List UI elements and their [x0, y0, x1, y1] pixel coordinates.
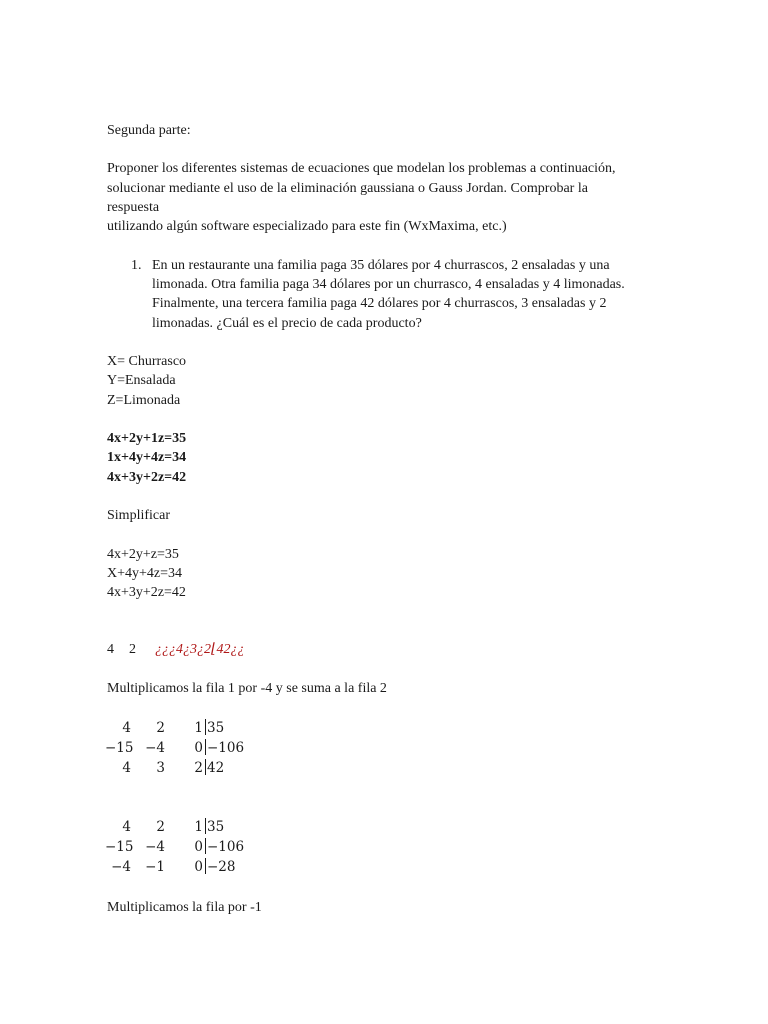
section-heading: Segunda parte: — [107, 123, 191, 138]
variable-z: Z=Limonada — [107, 393, 181, 408]
simplified-equation-2: X+4y+4z=34 — [107, 566, 183, 581]
matrix-augment-cell — [203, 758, 224, 778]
matrix-cell: 2 — [156, 720, 165, 736]
matrix-cell: 4 — [122, 720, 131, 736]
simplified-equation-3: 4x+3y+2z=42 — [107, 585, 186, 600]
matrix-augment-cell — [203, 837, 244, 857]
matrix-cell: 1 — [194, 819, 203, 835]
intro-line-2: solucionar mediante el uso de la eliminación gaussiana o Gauss Jordan. Comprobar la — [107, 181, 588, 196]
intro-line-4: utilizando algún software especializado para este fin (WxMaxima, etc.) — [107, 219, 507, 234]
matrix-cell: 4 — [122, 819, 131, 835]
variable-y: Y=Ensalada — [107, 373, 176, 388]
matrix-cell: −15 — [105, 839, 134, 855]
matrix-cell: −106 — [207, 740, 245, 756]
matrix-cell: −106 — [207, 839, 245, 855]
problem-line-3: Finalmente, una tercera familia paga 42 dólares por 4 churrascos, 3 ensaladas y 2 — [152, 296, 607, 311]
matrix-cell: 0 — [194, 740, 203, 756]
matrix-cell: 42 — [207, 760, 225, 776]
problem-line-4: limonadas. ¿Cuál es el precio de cada producto? — [152, 316, 422, 331]
matrix-cell: −1 — [145, 859, 165, 875]
problem-line-1: En un restaurante una familia paga 35 dólares por 4 churrascos, 2 ensaladas y una — [152, 258, 610, 273]
augment-divider — [205, 818, 206, 834]
step-2-label: Multiplicamos la fila por -1 — [107, 900, 262, 915]
augment-divider — [205, 739, 206, 755]
equation-2: 1x+4y+4z=34 — [107, 450, 187, 465]
simplified-equation-1: 4x+2y+z=35 — [107, 547, 179, 562]
garbled-matrix-row — [107, 640, 244, 660]
matrix-augment-cell — [203, 817, 224, 837]
garbled-symbols: ¿¿¿4¿3¿2⌊42¿¿ — [155, 642, 245, 657]
augment-divider — [205, 838, 206, 854]
matrix-augment-cell — [203, 857, 236, 877]
matrix-cell: 1 — [194, 720, 203, 736]
variable-x: X= Churrasco — [107, 354, 187, 369]
equation-3: 4x+3y+2z=42 — [107, 470, 187, 485]
matrix-cell: 3 — [156, 760, 165, 776]
equation-1: 4x+2y+1z=35 — [107, 431, 187, 446]
matrix-cell: −4 — [145, 839, 165, 855]
matrix-cell: 0 — [194, 859, 203, 875]
augment-divider — [205, 719, 206, 735]
matrix-cell: −15 — [105, 740, 134, 756]
matrix-cell: 35 — [207, 720, 225, 736]
simplify-label: Simplificar — [107, 508, 170, 523]
matrix-cell: −28 — [207, 859, 236, 875]
matrix-cell: −4 — [145, 740, 165, 756]
problem-number: 1. — [131, 258, 142, 273]
augment-divider — [205, 759, 206, 775]
matrix-cell: 4 — [122, 760, 131, 776]
garbled-value-a: 4 — [107, 642, 114, 657]
matrix-augment-cell — [203, 718, 224, 738]
matrix-cell: 2 — [194, 760, 203, 776]
garbled-value-b: 2 — [129, 642, 136, 657]
augment-divider — [205, 858, 206, 874]
matrix-cell: 2 — [156, 819, 165, 835]
matrix-augment-cell — [203, 738, 244, 758]
intro-line-1: Proponer los diferentes sistemas de ecuaciones que modelan los problemas a continuación, — [107, 161, 616, 176]
step-1-label: Multiplicamos la fila 1 por -4 y se suma a la fila 2 — [107, 681, 387, 696]
matrix-cell: 35 — [207, 819, 225, 835]
matrix-cell: 0 — [194, 839, 203, 855]
intro-line-3: respuesta — [107, 200, 160, 215]
problem-line-2: limonada. Otra familia paga 34 dólares por un churrasco, 4 ensaladas y 4 limonadas. — [152, 277, 625, 292]
matrix-cell: −4 — [111, 859, 131, 875]
